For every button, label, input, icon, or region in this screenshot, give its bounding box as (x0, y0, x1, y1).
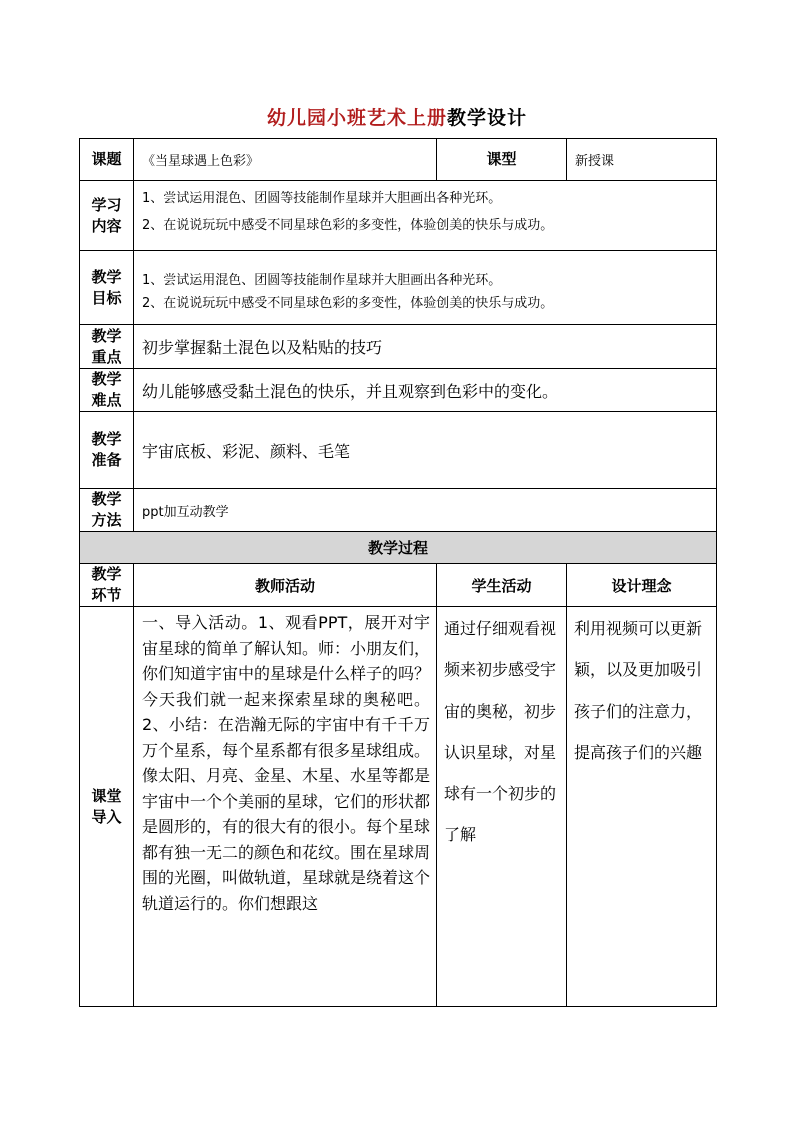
document-title (0, 103, 794, 130)
row-content (80, 181, 717, 251)
content-value: 1、尝试运用混色、团圆等技能制作星球并大胆画出各种光环。 2、在说说玩玩中感受不同星球色彩的多变性，体验创美的快乐与成功。 (134, 181, 717, 251)
student-activity-header: 学生活动 (437, 564, 567, 607)
row-difficulty (80, 369, 717, 412)
row-method (80, 489, 717, 532)
difficulty-label: 教学 难点 (80, 369, 134, 412)
preparation-label: 教学 准备 (80, 412, 134, 489)
content-label: 学习 内容 (80, 181, 134, 251)
stage-header: 教学 环节 (80, 564, 134, 607)
title-rest: 教学设计 (447, 107, 528, 129)
process-section-title: 教学过程 (80, 532, 717, 564)
row-key (80, 325, 717, 369)
row-goals (80, 251, 717, 325)
row-process-section (80, 532, 717, 564)
row-preparation (80, 412, 717, 489)
difficulty-value: 幼儿能够感受黏土混色的快乐，并且观察到色彩中的变化。 (134, 369, 717, 412)
method-value: ppt加互动教学 (134, 489, 717, 532)
goals-label: 教学 目标 (80, 251, 134, 325)
intro-teacher-activity: 一、导入活动。1、观看PPT，展开对宇宙星球的简单了解认知。师：小朋友们，你们知道宇宙中的星球是什么样子的吗？今天我们就一起来探索星球的奥秘吧。2、小结：在浩瀚无际的宇宙中有千千万万个星系，每个星系都有很多星球组成。像太阳、月亮、金星、木星、水星等都是宇宙中一个个美丽的星球，它们的形状都是圆形的，有的很大有的很小。每个星球都有独一无二的颜色和花纹。围在星球周围的光圈，叫做轨道，星球就是绕着这个轨道运行的。你们想跟这 (134, 607, 437, 1007)
preparation-value: 宇宙底板、彩泥、颜料、毛笔 (134, 412, 717, 489)
key-label: 教学 重点 (80, 325, 134, 369)
topic-value: 《当星球遇上色彩》 (134, 139, 437, 181)
goals-value: 1、尝试运用混色、团圆等技能制作星球并大胆画出各种光环。 2、在说说玩玩中感受不同星球色彩的多变性，体验创美的快乐与成功。 (134, 251, 717, 325)
lesson-plan-table (79, 138, 717, 1007)
row-intro (80, 607, 717, 1007)
intro-design-theory: 利用视频可以更新颖，以及更加吸引孩子们的注意力，提高孩子们的兴趣 (567, 607, 717, 1007)
method-label: 教学 方法 (80, 489, 134, 532)
title-highlight: 幼儿园小班艺术上册 (266, 107, 447, 129)
row-topic (80, 139, 717, 181)
intro-student-activity: 通过仔细观看视频来初步感受宇宙的奥秘，初步认识星球，对星球有一个初步的了解 (437, 607, 567, 1007)
type-value: 新授课 (567, 139, 717, 181)
teacher-activity-header: 教师活动 (134, 564, 437, 607)
design-theory-header: 设计理念 (567, 564, 717, 607)
topic-label: 课题 (80, 139, 134, 181)
type-label: 课型 (437, 139, 567, 181)
key-value: 初步掌握黏土混色以及粘贴的技巧 (134, 325, 717, 369)
intro-stage-label: 课堂 导入 (80, 607, 134, 1007)
row-process-headers (80, 564, 717, 607)
